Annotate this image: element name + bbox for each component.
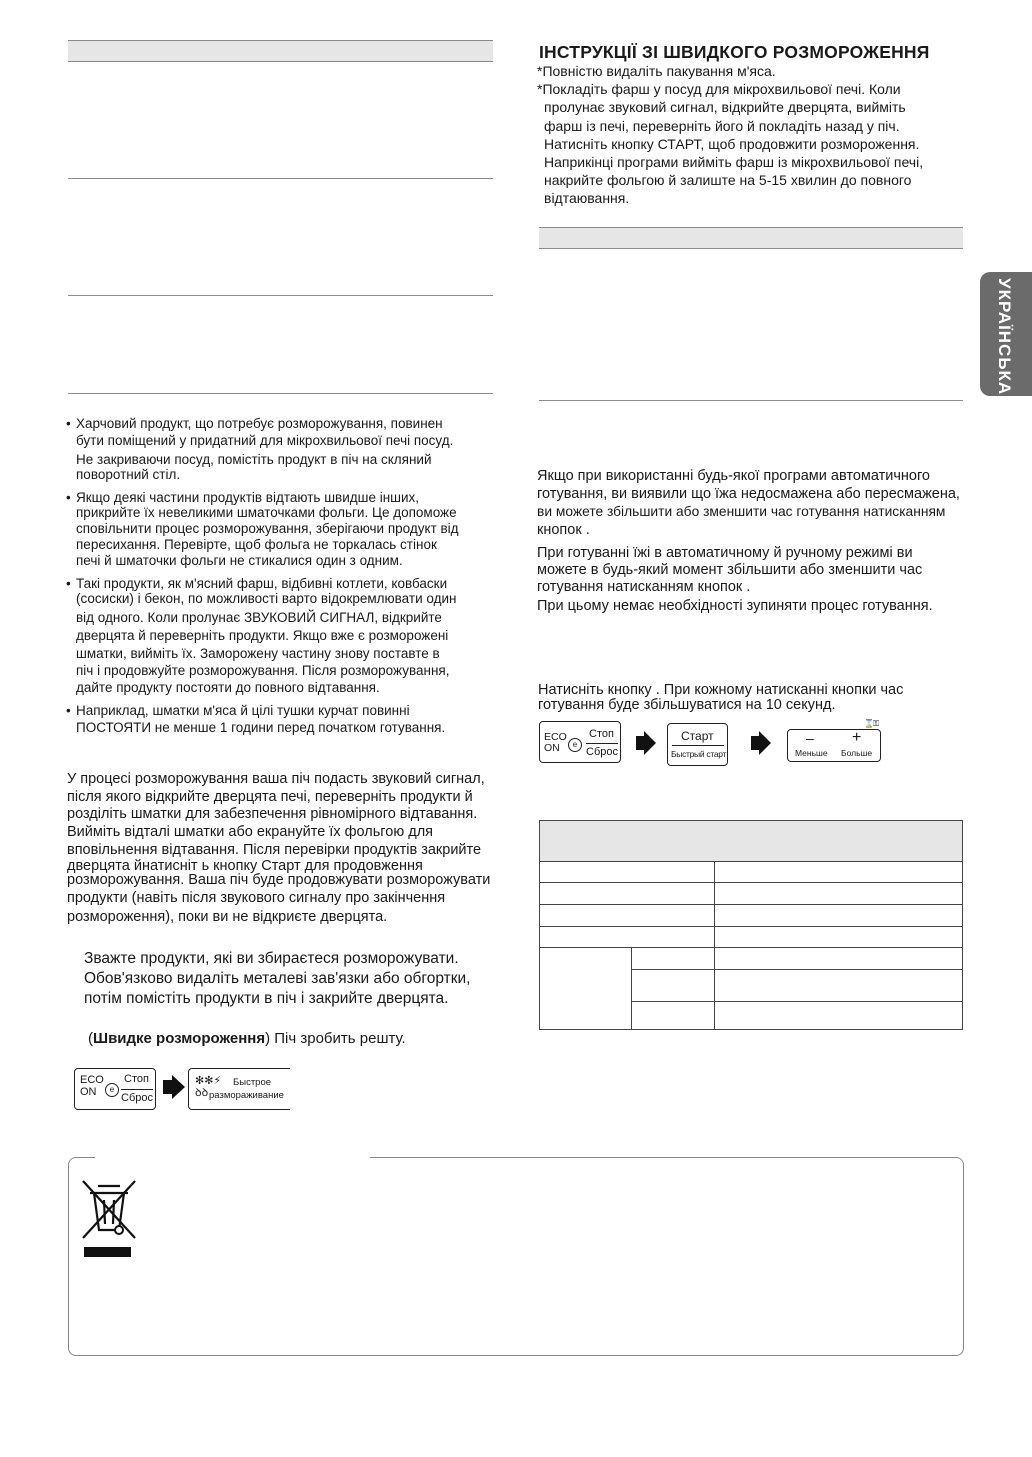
adjust-1-line-2: готування, ви виявили що їжа недосмажена або пересмажена, — [537, 486, 960, 502]
quick-line-2: *Покладіть фарш у посуд для мікрохвильової печі. Коли — [537, 81, 901, 97]
minus-icon[interactable]: – — [806, 730, 814, 746]
quick-line-8: відтаювання. — [544, 190, 630, 206]
tip-2-line-1: Якщо деякі частини продуктів відтають швидше інших, — [76, 490, 420, 505]
quick-defrost-key[interactable] — [188, 1068, 290, 1110]
adjust-1-line-4: кнопок . — [537, 522, 590, 538]
less-more-key[interactable] — [787, 729, 881, 762]
quick-line-3: пролунає звуковий сигнал, відкрийте дверцята, вийміть — [544, 99, 906, 115]
divider-left-1 — [68, 178, 493, 179]
plus-icon[interactable]: + — [852, 729, 862, 746]
divider-left-2 — [68, 295, 493, 296]
arrow-head-icon — [759, 731, 771, 755]
quick-line-6: Наприкінці програми вийміть фарш із мікрохвильової печі, — [544, 154, 924, 170]
eco-stop-key[interactable] — [74, 1068, 156, 1110]
disposal-notice-frame — [68, 1157, 964, 1356]
tip-4-line-1: Наприклад, шматки м'яса й цілі тушки курчат повинні — [76, 703, 410, 718]
eco-leaf-icon: e — [105, 1083, 119, 1097]
tip-3-line-3: від одного. Коли пролунає ЗВУКОВИЙ СИГНАЛ, відкрийте — [76, 610, 442, 625]
frame-title-gap — [95, 1150, 370, 1162]
eco-label-right: ECO — [544, 731, 567, 743]
language-tab-label: УКРАЇНСЬКА — [995, 278, 1014, 396]
quick-line-1: *Повністю видаліть пакування м'яса. — [537, 63, 776, 79]
start-line-2: готування буде збільшуватися на 10 секунд. — [538, 697, 836, 713]
defrost-table — [539, 820, 963, 1030]
section-header-bar-right — [539, 227, 963, 249]
eco-stop-key-right[interactable] — [539, 721, 621, 763]
quick-start-label: Быстрый старт — [671, 749, 727, 759]
tip-2-line-2: прикрийте їх невеликими шматочками фольги. Це допоможе — [76, 505, 457, 520]
tip-3-line-5: шматки, вийміть їх. Заморожену частину знову поставте в — [76, 646, 440, 661]
tip-4-line-2: ПОСТОЯТИ не менше 1 години перед початком готування. — [76, 720, 446, 735]
language-tab[interactable] — [980, 272, 1032, 396]
start-label: Старт — [681, 729, 714, 743]
quick-defrost-line: (Швидке розмороження) Піч зробить решту. — [88, 1030, 406, 1047]
adjust-1-line-1: Якщо при використанні будь-якої програми автоматичного — [537, 468, 930, 484]
tip-3-line-4: дверцята й переверніть продукти. Якщо вже є розморожені — [76, 628, 449, 643]
tip-3-line-2: (сосиски) і бекон, по можливості варто відокремлювати один — [76, 591, 457, 606]
eco-leaf-icon: e — [568, 738, 582, 752]
table-row — [540, 948, 963, 970]
stop-label-right: Стоп — [589, 728, 614, 740]
table-row — [540, 905, 963, 927]
more-label: Больше — [841, 748, 873, 758]
adjust-2-line-1: При готуванні їжі в автоматичному й ручному режимі ви — [537, 545, 913, 561]
quick-defrost-label: Швидке розмороження — [93, 1030, 266, 1047]
start-line-1: Натисніть кнопку . При кожному натисканні кнопки час — [538, 682, 904, 698]
adjust-2-line-3: готування натисканням кнопок . — [537, 579, 751, 595]
tip-2-line-3: сповільнити процес розморожування, зберігаючи продукт від — [76, 521, 459, 536]
start-key[interactable] — [667, 723, 728, 766]
signal-line-1: У процесі розморожування ваша піч подасть звуковий сигнал, — [67, 771, 485, 787]
tip-3-line-1: Такі продукти, як м'ясний фарш, відбивні котлети, ковбаски — [76, 576, 448, 591]
adjust-2-line-2: можете в будь-який момент збільшити або зменшити час — [537, 562, 923, 578]
weigh-line-2: Обов'язково видаліть металеві зав'язки або обгортки, — [84, 970, 471, 987]
eco-label: ECO — [80, 1074, 104, 1086]
stop-label: Стоп — [124, 1073, 149, 1085]
tip-1-line-1: Харчовий продукт, що потребує розморожування, повинен — [76, 416, 443, 431]
tip-1-line-4: поворотний стіл. — [76, 467, 181, 482]
on-label-right: ON — [544, 742, 560, 754]
divider-right-1 — [539, 400, 963, 401]
signal-line-8: продукти (навіть після звукового сигналу про закінчення — [67, 890, 446, 906]
crossed-bin-icon — [80, 1178, 138, 1260]
weigh-line-3: потім помістіть продукти в піч і закрийте дверцята. — [84, 990, 449, 1007]
tip-3-line-6: піч і продовжуйте розморожування. Після розморожування, — [76, 663, 450, 678]
signal-line-7: розморожування. Ваша піч буде продовжувати розморожувати — [67, 872, 491, 888]
signal-line-3: розділіть шматки для забезпечення рівномірного відтавання. — [67, 806, 478, 822]
tip-2-line-4: пересихання. Перевірте, щоб фольга не торкалась стінок — [76, 537, 437, 552]
table-row — [540, 862, 963, 883]
table-row — [540, 927, 963, 948]
tip-2-line-5: печі й шматочки фольги не стикалися один з одним. — [76, 553, 403, 568]
adjust-2-line-4: При цьому немає необхідності зупиняти процес готування. — [537, 598, 933, 614]
defrost-label-1: Быстрое — [233, 1077, 272, 1088]
tip-1-line-2: бути поміщений у придатний для мікрохвильової печі посуд. — [76, 433, 454, 448]
signal-line-4: Вийміть відталі шматки або екрануйте їх фольгою для — [67, 824, 434, 840]
signal-line-6: дверцята йнатисніт ь кнопку Старт для продовження — [67, 858, 423, 874]
adjust-1-line-3: ви можете збільшити або зменшити час готування натисканням — [537, 504, 946, 519]
quick-line-5: Натисніть кнопку СТАРТ, щоб продовжити розмороження. — [544, 136, 920, 152]
reset-label: Сброс — [121, 1092, 153, 1104]
snowflake-drop-icon: ✻✻⚡ ꝺꝺ — [195, 1075, 222, 1099]
quick-line-7: накрийте фольгою й залиште на 5-15 хвилин до повного — [544, 172, 912, 188]
section-header-bar-left-1 — [68, 40, 493, 62]
on-label: ON — [80, 1086, 97, 1098]
lock-icon: ⌛⚿ — [864, 719, 879, 728]
arrow-head-icon — [172, 1075, 185, 1099]
signal-line-5: вповільнення відтавання. Після перевірки продуктів закрийте — [67, 842, 482, 858]
tip-3-line-7: дайте продукту постояти до повного відтавання. — [76, 680, 380, 695]
weigh-line-1: Зважте продукти, які ви збираєтеся розморожувати. — [84, 950, 459, 967]
quick-line-4: фарш із печі, переверніть його й покладіть назад у піч. — [544, 118, 900, 134]
reset-label-right: Сброс — [586, 746, 618, 758]
arrow-head-icon — [644, 731, 656, 755]
signal-line-9: розмороження), поки ви не відкриєте дверцята. — [67, 909, 388, 925]
quick-defrost-heading: ІНСТРУКЦІЇ ЗІ ШВИДКОГО РОЗМОРОЖЕННЯ — [539, 42, 930, 62]
table-header — [540, 821, 963, 862]
defrost-label-2: размораживание — [209, 1090, 284, 1101]
table-row — [540, 883, 963, 905]
divider-left-3 — [68, 393, 493, 394]
tip-1-line-3: Не закриваючи посуд, помістіть продукт в піч на скляний — [76, 452, 432, 467]
less-label: Меньше — [795, 748, 828, 758]
signal-line-2: після якого відкрийте дверцята печі, переверніть продукти й — [67, 789, 473, 805]
